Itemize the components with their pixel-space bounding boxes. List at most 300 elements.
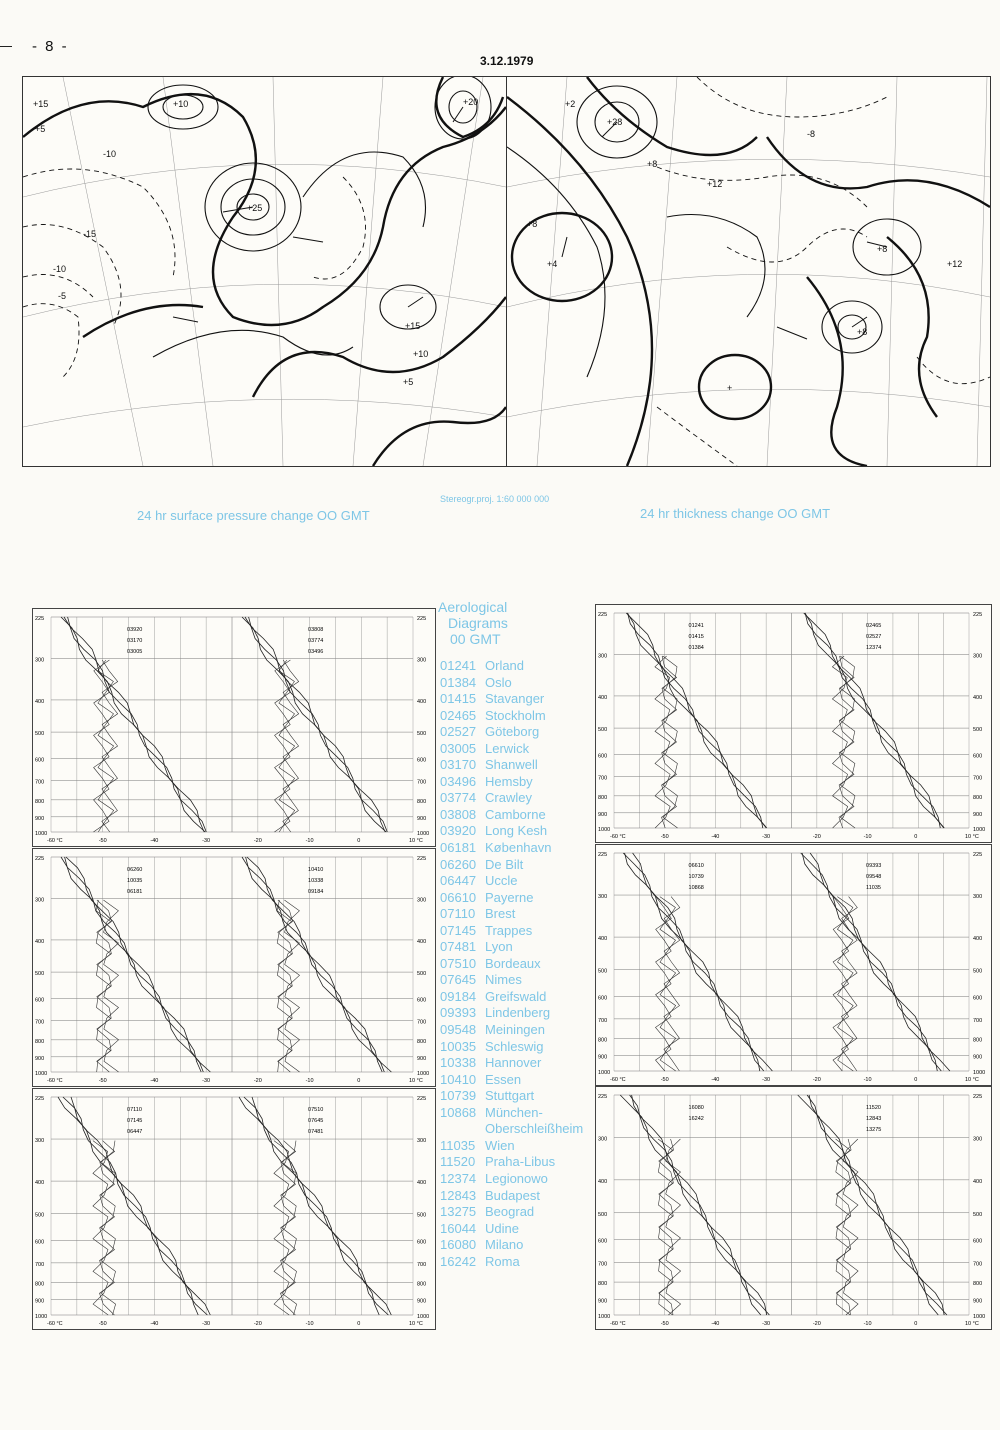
diagram-station-code: 06447 xyxy=(127,1129,143,1135)
pressure-level-label: 800 xyxy=(417,798,427,805)
station-name: Legionowo xyxy=(485,1170,548,1186)
station-name: Crawley xyxy=(485,790,532,806)
pressure-level-label: 600 xyxy=(417,757,427,764)
station-name: Orland xyxy=(485,658,525,673)
diagram-station-code: 09548 xyxy=(866,874,882,880)
station-code: 16242 xyxy=(440,1253,477,1269)
station-code: 11035 xyxy=(440,1137,476,1153)
svg-text:+10: +10 xyxy=(173,99,189,109)
emagram-drawing xyxy=(33,849,435,1086)
diagram-station-code: 07510 xyxy=(308,1107,324,1113)
emagram-drawing xyxy=(33,609,435,846)
station-name: Göteborg xyxy=(485,724,540,740)
page-rule xyxy=(0,46,12,47)
pressure-level-label: 800 xyxy=(973,1037,983,1044)
pressure-level-label: 1000 xyxy=(973,1314,986,1320)
pressure-level-label: 600 xyxy=(973,1238,983,1245)
pressure-level-label: 225 xyxy=(417,856,427,862)
temperature-axis-label: -20 xyxy=(253,1321,262,1327)
station-row xyxy=(440,774,583,791)
temperature-axis-label: -20 xyxy=(812,1321,821,1327)
station-name: Beograd xyxy=(485,1204,535,1220)
svg-text:+15: +15 xyxy=(33,99,49,109)
diagram-station-code: 09184 xyxy=(308,889,324,895)
aerological-diagram-panel xyxy=(595,1086,992,1330)
station-code: 10338 xyxy=(440,1055,477,1071)
station-code: 03005 xyxy=(440,740,477,756)
pressure-level-label: 300 xyxy=(35,657,45,664)
thickness-isopleth-drawing xyxy=(507,77,990,466)
station-name: Long Kesh xyxy=(485,823,548,839)
pressure-level-label: 800 xyxy=(35,798,45,805)
temperature-axis-label: -60 °C xyxy=(610,1077,626,1083)
pressure-level-label: 800 xyxy=(35,1281,45,1288)
svg-text:-10: -10 xyxy=(103,149,117,159)
station-code: 10868 xyxy=(440,1104,477,1120)
station-row xyxy=(440,1138,583,1155)
diagram-station-code: 11035 xyxy=(866,885,881,891)
diagram-station-code: 01384 xyxy=(688,645,704,651)
pressure-level-label: 225 xyxy=(417,616,427,622)
station-name: Essen xyxy=(485,1071,522,1087)
station-code: 10739 xyxy=(440,1088,477,1104)
diagram-station-code: 06610 xyxy=(688,863,704,869)
diagram-station-code: 09393 xyxy=(866,863,882,869)
temperature-axis-label: -40 xyxy=(711,1077,720,1083)
station-row xyxy=(440,790,583,807)
diagram-station-code: 10410 xyxy=(308,867,324,873)
station-code: 11520 xyxy=(440,1154,476,1170)
station-name: Stavanger xyxy=(485,691,545,707)
pressure-level-label: 800 xyxy=(598,1037,608,1044)
pressure-level-label: 800 xyxy=(598,1281,608,1288)
svg-text:+25: +25 xyxy=(247,203,263,213)
pressure-level-label: 400 xyxy=(973,694,983,701)
pressure-level-label: 500 xyxy=(598,968,608,975)
pressure-level-label: 400 xyxy=(973,1178,983,1185)
station-code: 07481 xyxy=(440,939,477,955)
station-row xyxy=(440,1171,583,1188)
svg-text:+8: +8 xyxy=(877,244,888,254)
svg-text:+15: +15 xyxy=(405,321,421,331)
station-code: 02527 xyxy=(440,724,477,740)
temperature-axis-label: -30 xyxy=(762,1077,771,1083)
station-code: 03920 xyxy=(440,823,477,839)
temperature-axis-label: -40 xyxy=(150,1078,159,1084)
temperature-axis-label: 10 °C xyxy=(409,1078,423,1084)
station-row xyxy=(440,972,583,989)
pressure-level-label: 225 xyxy=(35,616,45,622)
svg-text:+8: +8 xyxy=(647,159,658,169)
diagram-station-code: 03774 xyxy=(308,638,324,644)
station-code: 09393 xyxy=(440,1005,477,1021)
station-row xyxy=(440,1072,583,1089)
diagram-station-code: 01241 xyxy=(688,623,704,629)
station-row xyxy=(440,1105,583,1122)
station-name: Meiningen xyxy=(485,1022,545,1038)
station-row xyxy=(440,757,583,774)
pressure-level-label: 900 xyxy=(35,815,45,822)
diagram-station-code: 01415 xyxy=(688,634,704,640)
temperature-axis-label: 0 xyxy=(914,1077,918,1083)
temperature-axis-label: 10 °C xyxy=(965,1321,979,1327)
station-code: 07145 xyxy=(440,922,477,938)
aerological-diagram-panel xyxy=(32,848,436,1087)
svg-text:+2: +2 xyxy=(565,99,576,109)
pressure-level-label: 400 xyxy=(35,698,45,705)
svg-text:-8: -8 xyxy=(807,129,816,139)
pressure-level-label: 500 xyxy=(35,731,45,738)
station-name: Lyon xyxy=(485,939,513,955)
emagram-drawing xyxy=(596,1087,991,1329)
station-row xyxy=(440,840,583,857)
station-name: Schleswig xyxy=(485,1038,544,1054)
pressure-level-label: 225 xyxy=(35,856,45,862)
station-name: Budapest xyxy=(485,1187,540,1203)
station-name-continued: Oberschleißheim xyxy=(485,1121,584,1137)
station-row xyxy=(440,873,583,890)
pressure-level-label: 600 xyxy=(35,997,45,1004)
thickness-caption: 24 hr thickness change OO GMT xyxy=(640,506,831,521)
station-row xyxy=(440,939,583,956)
station-row xyxy=(440,1005,583,1022)
aerological-diagram-panel xyxy=(32,608,436,847)
diagram-station-code: 07145 xyxy=(127,1118,143,1124)
station-name: Bordeaux xyxy=(485,955,541,971)
pressure-level-label: 700 xyxy=(417,1019,427,1026)
pressure-level-label: 700 xyxy=(598,775,608,782)
station-name: Hemsby xyxy=(485,773,533,789)
diagram-station-code: 10035 xyxy=(127,878,143,884)
pressure-level-label: 900 xyxy=(973,811,983,818)
temperature-axis-label: -40 xyxy=(711,834,720,840)
station-code: 16080 xyxy=(440,1237,477,1253)
pressure-level-label: 225 xyxy=(598,1094,608,1100)
station-code: 09184 xyxy=(440,988,477,1004)
pressure-level-label: 500 xyxy=(35,971,45,978)
station-code: 01415 xyxy=(440,691,477,707)
temperature-axis-label: -60 °C xyxy=(610,1321,626,1327)
temperature-axis-label: 10 °C xyxy=(409,838,423,844)
pressure-level-label: 300 xyxy=(598,1136,608,1143)
temperature-axis-label: -20 xyxy=(812,1077,821,1083)
diagram-station-code: 03496 xyxy=(308,649,324,655)
pressure-level-label: 300 xyxy=(973,653,983,660)
station-row xyxy=(440,1055,583,1072)
pressure-level-label: 225 xyxy=(973,1094,983,1100)
station-name: München- xyxy=(485,1104,543,1120)
aerological-title: Aerological xyxy=(438,599,508,615)
station-name: Stuttgart xyxy=(485,1088,535,1104)
pressure-level-label: 225 xyxy=(417,1096,427,1102)
station-code: 10035 xyxy=(440,1038,477,1054)
pressure-level-label: 225 xyxy=(598,612,608,618)
pressure-level-label: 500 xyxy=(973,968,983,975)
pressure-level-label: 800 xyxy=(417,1038,427,1045)
pressure-level-label: 600 xyxy=(35,1239,45,1246)
diagram-station-code: 03808 xyxy=(308,627,324,633)
station-name: Lindenberg xyxy=(485,1005,551,1021)
svg-text:+5: +5 xyxy=(403,377,414,387)
pressure-level-label: 500 xyxy=(417,1212,427,1219)
pressure-level-label: 600 xyxy=(598,995,608,1002)
diagram-station-code: 07645 xyxy=(308,1118,324,1124)
station-code: 12374 xyxy=(440,1170,477,1186)
station-name: Roma xyxy=(485,1253,520,1269)
diagram-station-code: 12843 xyxy=(866,1116,882,1122)
pressure-level-label: 1000 xyxy=(598,1314,611,1320)
pressure-level-label: 500 xyxy=(973,1211,983,1218)
station-code: 01384 xyxy=(440,674,477,690)
diagram-station-code: 06260 xyxy=(127,867,143,873)
temperature-axis-label: -40 xyxy=(150,838,159,844)
pressure-level-label: 900 xyxy=(598,1054,608,1061)
pressure-level-label: 400 xyxy=(973,936,983,943)
station-code: 03774 xyxy=(440,790,477,806)
pressure-level-label: 500 xyxy=(35,1212,45,1219)
station-row xyxy=(440,807,583,824)
station-name: Greifswald xyxy=(485,988,547,1004)
pressure-level-label: 800 xyxy=(417,1281,427,1288)
station-code: 06447 xyxy=(440,873,477,889)
station-name: Camborne xyxy=(485,806,546,822)
pressure-level-label: 1000 xyxy=(598,827,611,833)
pressure-level-label: 1000 xyxy=(973,827,986,833)
diagram-station-code: 13275 xyxy=(866,1127,882,1133)
pressure-level-label: 1000 xyxy=(35,831,48,837)
pressure-level-label: 700 xyxy=(973,1017,983,1024)
station-row xyxy=(440,1022,583,1039)
diagram-station-code: 11520 xyxy=(866,1105,881,1111)
temperature-axis-label: -40 xyxy=(150,1321,159,1327)
pressure-level-label: 900 xyxy=(598,811,608,818)
temperature-axis-label: 10 °C xyxy=(409,1321,423,1327)
station-row xyxy=(440,1154,583,1171)
pressure-level-label: 700 xyxy=(598,1017,608,1024)
temperature-axis-label: -10 xyxy=(863,834,872,840)
pressure-level-label: 300 xyxy=(35,1138,45,1145)
pressure-level-label: 600 xyxy=(598,753,608,760)
station-row xyxy=(440,823,583,840)
station-code: 01241 xyxy=(440,658,477,673)
pressure-level-label: 1000 xyxy=(417,831,430,837)
aerological-subtitle: Diagrams xyxy=(448,615,508,631)
station-code: 03496 xyxy=(440,773,477,789)
temperature-axis-label: -60 °C xyxy=(47,1078,63,1084)
temperature-axis-label: 0 xyxy=(357,1321,361,1327)
temperature-axis-label: -20 xyxy=(253,1078,262,1084)
station-name: Stockholm xyxy=(485,707,546,723)
temperature-axis-label: -30 xyxy=(762,1321,771,1327)
diagram-station-code: 07481 xyxy=(308,1129,324,1135)
pressure-level-label: 700 xyxy=(35,1019,45,1026)
pressure-level-label: 225 xyxy=(35,1096,45,1102)
pressure-level-label: 700 xyxy=(973,1261,983,1268)
svg-text:+12: +12 xyxy=(707,179,723,189)
pressure-level-label: 300 xyxy=(417,1138,427,1145)
diagram-station-code: 16242 xyxy=(688,1116,704,1122)
pressure-level-label: 900 xyxy=(417,1055,427,1062)
station-name: Hannover xyxy=(485,1055,542,1071)
diagram-station-code: 03920 xyxy=(127,627,143,633)
pressure-level-label: 600 xyxy=(973,753,983,760)
pressure-level-label: 1000 xyxy=(35,1314,48,1320)
station-code: 03170 xyxy=(440,757,477,773)
station-name: Wien xyxy=(485,1137,515,1153)
aerological-heading xyxy=(438,599,508,647)
pressure-level-label: 800 xyxy=(973,1281,983,1288)
pressure-level-label: 225 xyxy=(598,852,608,858)
pressure-level-label: 225 xyxy=(973,612,983,618)
temperature-axis-label: -50 xyxy=(98,1078,107,1084)
temperature-axis-label: 0 xyxy=(914,1321,918,1327)
station-name: Udine xyxy=(485,1220,519,1236)
station-row xyxy=(440,1088,583,1105)
svg-text:+5: +5 xyxy=(35,124,46,134)
pressure-level-label: 400 xyxy=(417,1180,427,1187)
temperature-axis-label: -50 xyxy=(98,838,107,844)
svg-text:+10: +10 xyxy=(413,349,429,359)
emagram-drawing xyxy=(596,605,991,842)
station-row xyxy=(440,708,583,725)
pressure-level-label: 300 xyxy=(417,897,427,904)
svg-text:+12: +12 xyxy=(947,259,963,269)
station-code: 06181 xyxy=(440,840,477,856)
temperature-axis-label: 10 °C xyxy=(965,1077,979,1083)
pressure-level-label: 1000 xyxy=(417,1314,430,1320)
station-row xyxy=(440,1039,583,1056)
temperature-axis-label: -20 xyxy=(253,838,262,844)
pressure-level-label: 700 xyxy=(973,775,983,782)
station-row xyxy=(440,1204,583,1221)
pressure-level-label: 225 xyxy=(973,852,983,858)
pressure-level-label: 300 xyxy=(598,894,608,901)
emagram-drawing xyxy=(596,845,991,1085)
pressure-level-label: 600 xyxy=(35,757,45,764)
pressure-level-label: 300 xyxy=(973,1136,983,1143)
pressure-isallobar-drawing xyxy=(23,77,506,466)
svg-text:-10: -10 xyxy=(53,264,67,274)
pressure-level-label: 300 xyxy=(417,657,427,664)
pressure-level-label: 800 xyxy=(598,794,608,801)
aerological-diagram-panel xyxy=(595,844,992,1086)
emagram-drawing xyxy=(33,1089,435,1329)
station-row xyxy=(440,658,583,675)
station-row xyxy=(440,1254,583,1271)
pressure-level-label: 500 xyxy=(598,727,608,734)
pressure-level-label: 800 xyxy=(973,794,983,801)
station-row xyxy=(440,675,583,692)
pressure-level-label: 900 xyxy=(35,1055,45,1062)
station-row xyxy=(440,1188,583,1205)
pressure-level-label: 600 xyxy=(973,995,983,1002)
svg-text:+20: +20 xyxy=(463,97,479,107)
station-code: 13275 xyxy=(440,1204,477,1220)
station-row xyxy=(440,989,583,1006)
svg-text:-5: -5 xyxy=(58,291,67,301)
temperature-axis-label: 0 xyxy=(357,838,361,844)
station-row xyxy=(440,1221,583,1238)
pressure-level-label: 1000 xyxy=(973,1070,986,1076)
station-row xyxy=(440,1237,583,1254)
pressure-level-label: 700 xyxy=(35,1261,45,1268)
temperature-axis-label: -10 xyxy=(305,1078,314,1084)
station-code: 07510 xyxy=(440,955,477,971)
pressure-level-label: 300 xyxy=(35,897,45,904)
station-row xyxy=(440,741,583,758)
station-row xyxy=(440,906,583,923)
svg-text:+28: +28 xyxy=(607,117,623,127)
diagram-station-code: 06181 xyxy=(127,889,143,895)
pressure-level-label: 900 xyxy=(35,1298,45,1305)
surface-pressure-caption: 24 hr surface pressure change OO GMT xyxy=(137,508,370,523)
station-name: København xyxy=(485,840,552,856)
svg-text:-15: -15 xyxy=(83,229,97,239)
pressure-level-label: 600 xyxy=(417,1239,427,1246)
aerological-diagram-panel xyxy=(595,604,992,843)
station-row xyxy=(440,691,583,708)
page-number: - 8 - xyxy=(32,38,69,55)
pressure-level-label: 400 xyxy=(417,698,427,705)
station-code: 09548 xyxy=(440,1022,477,1038)
station-name: Nimes xyxy=(485,972,522,988)
pressure-level-label: 400 xyxy=(35,938,45,945)
station-name: De Bilt xyxy=(485,856,524,872)
station-code: 07110 xyxy=(440,906,476,922)
station-row xyxy=(440,956,583,973)
pressure-level-label: 800 xyxy=(35,1038,45,1045)
pressure-level-label: 500 xyxy=(417,971,427,978)
temperature-axis-label: -60 °C xyxy=(610,834,626,840)
diagram-station-code: 10868 xyxy=(688,885,704,891)
thickness-change-map xyxy=(506,76,991,467)
temperature-axis-label: -10 xyxy=(863,1077,872,1083)
temperature-axis-label: -20 xyxy=(812,834,821,840)
temperature-axis-label: -60 °C xyxy=(47,838,63,844)
station-code: 03808 xyxy=(440,806,477,822)
station-name: Trappes xyxy=(485,922,533,938)
pressure-level-label: 400 xyxy=(417,938,427,945)
diagram-station-code: 02527 xyxy=(866,634,882,640)
projection-note: Stereogr.proj. 1:60 000 000 xyxy=(440,494,550,504)
pressure-level-label: 600 xyxy=(417,997,427,1004)
pressure-level-label: 900 xyxy=(417,815,427,822)
svg-text:+4: +4 xyxy=(547,259,558,269)
aerological-diagram-panel xyxy=(32,1088,436,1330)
temperature-axis-label: 0 xyxy=(357,1078,361,1084)
page-date: 3.12.1979 xyxy=(480,54,534,68)
temperature-axis-label: -30 xyxy=(762,834,771,840)
svg-text:+8: +8 xyxy=(527,219,538,229)
pressure-level-label: 300 xyxy=(598,653,608,660)
station-row xyxy=(440,890,583,907)
pressure-level-label: 1000 xyxy=(417,1071,430,1077)
diagram-station-code: 16080 xyxy=(688,1105,704,1111)
svg-text:+8: +8 xyxy=(857,327,868,337)
station-name: Lerwick xyxy=(485,740,530,756)
station-name: Milano xyxy=(485,1237,524,1253)
temperature-axis-label: -10 xyxy=(305,1321,314,1327)
diagram-station-code: 07110 xyxy=(127,1107,142,1113)
diagram-station-code: 03005 xyxy=(127,649,143,655)
station-name: Payerne xyxy=(485,889,534,905)
diagram-station-code: 10739 xyxy=(688,874,704,880)
station-row xyxy=(440,923,583,940)
station-code: 12843 xyxy=(440,1187,477,1203)
temperature-axis-label: -50 xyxy=(98,1321,107,1327)
aerological-time: 00 GMT xyxy=(450,631,501,647)
pressure-level-label: 400 xyxy=(598,936,608,943)
